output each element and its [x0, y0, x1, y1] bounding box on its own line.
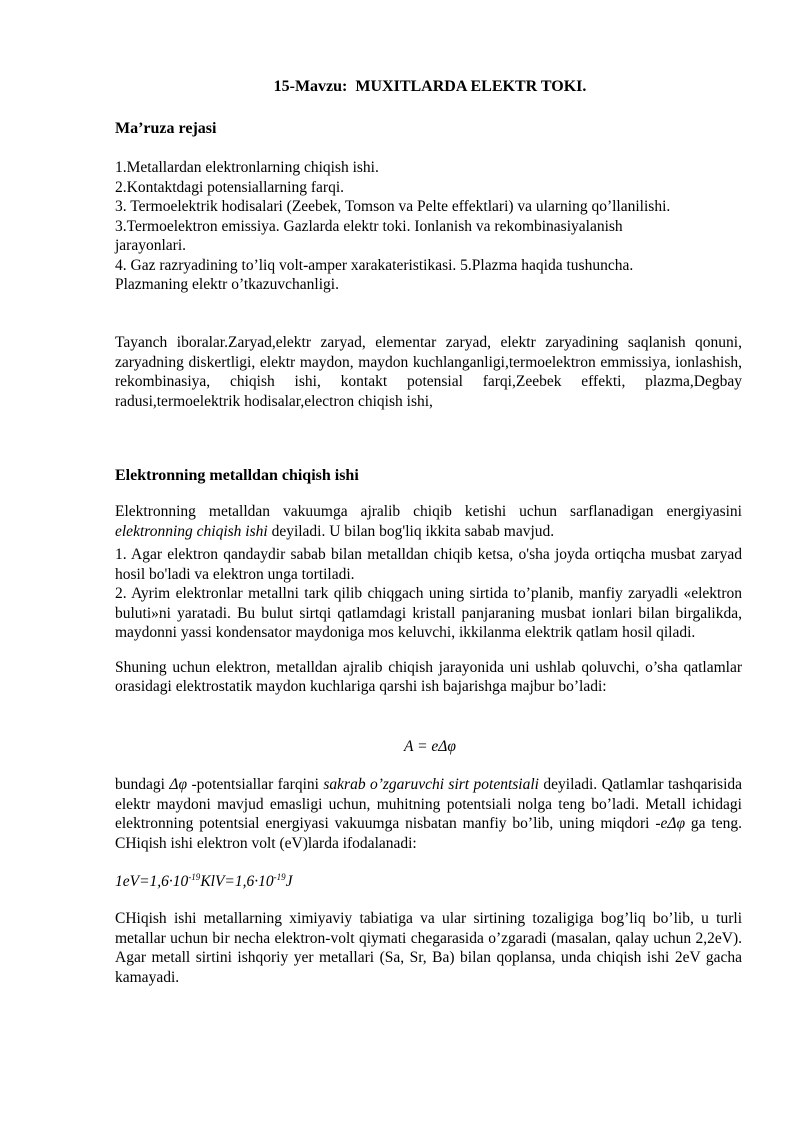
equation-electron-volt [115, 872, 293, 892]
paragraph-reason-1: 1. Agar elektron qandaydir sabab bilan metalldan chiqib ketsa, o'sha joyda ortiqcha musbat zaryad hosil bo'ladi va elektron unga tortiladi. [115, 546, 742, 583]
formula-work: A = eΔφ [404, 738, 456, 755]
plan-item: 2.Kontaktdagi potensiallarning farqi. [115, 178, 344, 196]
plan-item: 4. Gaz razryadining to’liq volt-amper xarakateristikasi. 5.Plazma haqida tushuncha. [115, 256, 634, 274]
paragraph-text: deyiladi. Qatlamlar tashqarisida elektr maydoni mavjud emasligi uchun, muhitning potentsiali nolga teng bo’ladi. Metall ichidagi elektronning potentsial energiyasi vakuumga nisbatan manfiy bo’lib, uning miqdori [115, 776, 743, 832]
section-body-part3 [115, 909, 742, 987]
plan-item: 3. Termoelektrik hodisalari (Zeebek, Tomson va Pelte effektlari) va ularning qo’llanilishi. [115, 198, 671, 215]
keywords-text: Tayanch iboralar.Zaryad,elektr zaryad, elementar zaryad, elektr zaryadining saqlanish qonuni, zaryadning diskertligi, elektr maydon, maydon kuchlanganligi,termoelektron emmissiya, ionlashish, rekombinasiya, chiqish ishi, kontakt potensial farqi,Zeebek effekti, plazma,Degbay radusi,termoelektrik hodisalar,electron chiqish ishi, [115, 334, 742, 410]
equation-exponent: -19 [273, 872, 286, 882]
symbol-emphasis: -eΔφ [655, 815, 686, 832]
paragraph-work: Shuning uchun elektron, metalldan ajralib chiqish jarayonida uni ushlab qoluvchi, o’sha qatlamlar orasidagi elektrostatik maydon kuchlariga qarshi ish bajarishga majbur bo’ladi: [115, 658, 742, 695]
plan-item: Plazmaning elektr o’tkazuvchanligi. [115, 276, 339, 293]
paragraph-text: bundagi [115, 776, 170, 793]
equation-text: 1eV=1,6·10 [115, 873, 189, 890]
section-heading: Elektronning metalldan chiqish ishi [115, 467, 359, 484]
lecture-plan-list [115, 158, 755, 295]
plan-item: jarayonlari. [115, 237, 187, 254]
paragraph-text: Elektronning metalldan vakuumga ajralib chiqib ketishi uchun sarflanadigan energiyasini [115, 503, 742, 520]
section-body-part1 [115, 502, 742, 697]
title-topic-number: 15-Mavzu: [273, 78, 348, 95]
paragraph-reason-2: 2. Ayrim elektronlar metallni tark qilib chiqgach uning sirtida to’planib, manfiy zaryadli «elektron buluti»ni yaratadi. Bu bulut sirtqi qatlamdagi kristall panjaraning musbat ionlari bilan birgalikda, maydonni yassi kondensator maydoniga mos keluvchi, ikkilanma elektrik qatlam hosil qiladi. [115, 585, 742, 641]
page-title [0, 77, 800, 97]
equation-exponent: -19 [188, 872, 201, 882]
term-emphasis: sakrab o’zgaruvchi sirt potentsiali [323, 776, 539, 793]
equation-text: J [285, 873, 293, 890]
plan-item: 1.Metallardan elektronlarning chiqish ishi. [115, 159, 379, 176]
symbol-emphasis: Δφ [169, 776, 188, 793]
paragraph-work-function: CHiqish ishi metallarning ximiyaviy tabiatiga va ular sirtining tozaligiga bog’liq bo’lib, u turli metallar uchun bir necha elektron-volt qiymati chegarasida o’zgaradi (masalan, qalay uchun 2,2eV). Agar metall sirtini ishqoriy yer metallari (Sa, Sr, Ba) bilan qoplansa, unda chiqish ishi 2eV gacha kamayadi. [115, 910, 742, 986]
paragraph-definition [115, 502, 742, 541]
title-topic-name: MUXITLARDA ELEKTR TOKI. [355, 78, 587, 95]
equation-text: KlV=1,6·10 [200, 873, 274, 890]
paragraph-text: ga teng. CHiqish ishi elektron volt (eV)larda ifodalanadi: [115, 815, 742, 852]
plan-heading: Ma’ruza rejasi [115, 120, 217, 137]
paragraph-potential [115, 775, 742, 853]
term-emphasis: elektronning chiqish ishi [115, 522, 268, 540]
paragraph-text: deyiladi. U bilan bog'liq ikkita sabab mavjud. [267, 522, 555, 540]
section-body-part2 [115, 775, 742, 853]
plan-item: 3.Termoelektron emissiya. Gazlarda elektr toki. Ionlanish va rekombinasiyalanish [115, 217, 623, 235]
keywords-paragraph [115, 333, 742, 411]
paragraph-text: -potentsiallar farqini [187, 776, 324, 793]
